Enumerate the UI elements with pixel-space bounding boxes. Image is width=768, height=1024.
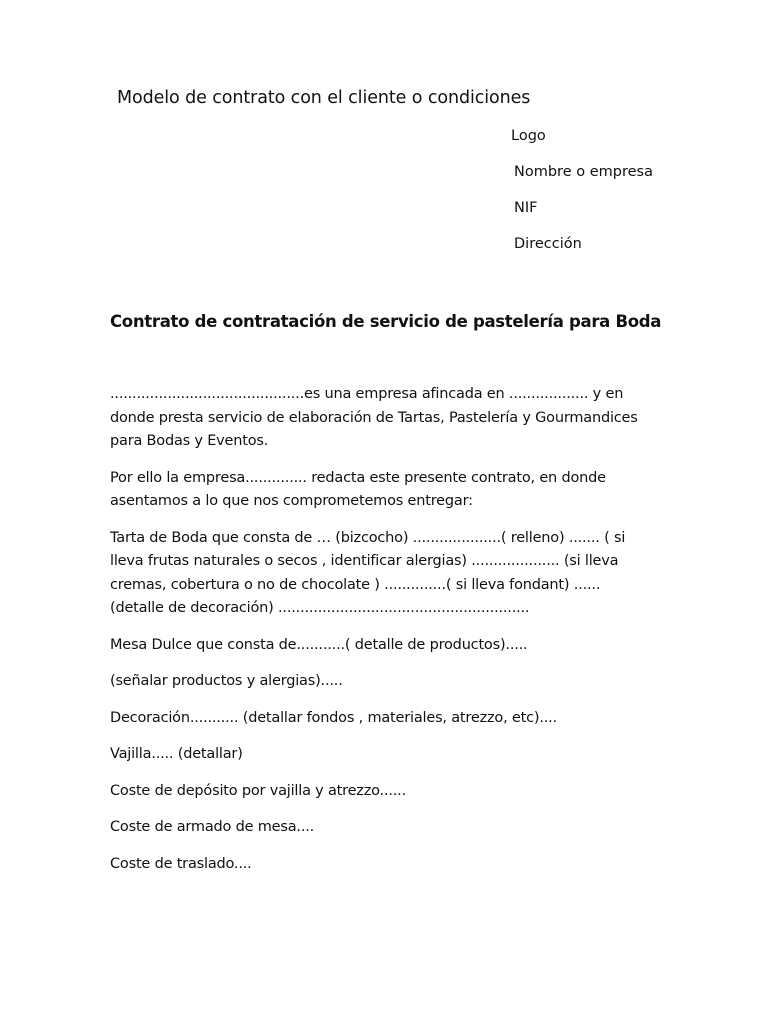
text-line: Mesa Dulce que consta de...........( detalle de productos)..... (110, 636, 528, 653)
paragraph-decoration (110, 707, 670, 731)
company-nif-field: NIF (514, 200, 538, 216)
company-address-field: Dirección (514, 236, 582, 252)
text-line: Decoración........... (detallar fondos , materiales, atrezzo, etc).... (110, 709, 557, 726)
text-line: (señalar productos y alergias)..... (110, 673, 343, 689)
text-line: para Bodas y Eventos. (110, 433, 269, 449)
contract-body (110, 383, 670, 889)
text-line: donde presta servicio de elaboración de Tartas, Pastelería y Gourmandices (110, 409, 638, 426)
text-line: asentamos a lo que nos comprometemos entregar: (110, 493, 473, 509)
text-line: Coste de depósito por vajilla y atrezzo...... (110, 782, 406, 799)
paragraph-wedding-cake (110, 527, 670, 621)
paragraph-commitment (110, 467, 670, 514)
company-logo-placeholder: Logo (511, 128, 546, 144)
text-line: (detalle de decoración) ......................................................... (110, 600, 530, 616)
paragraph-setup-cost (110, 816, 670, 840)
paragraph-deposit-cost (110, 780, 670, 804)
paragraph-intro (110, 383, 670, 454)
text-line: Coste de armado de mesa.... (110, 819, 315, 835)
paragraph-transport-cost (110, 853, 670, 877)
contract-title: Contrato de contratación de servicio de pastelería para Boda (110, 312, 662, 331)
document-heading: Modelo de contrato con el cliente o condiciones (117, 88, 531, 108)
paragraph-allergies (110, 670, 670, 694)
company-name-field: Nombre o empresa (514, 164, 653, 180)
text-line: ............................................es una empresa afincada en .................. y en (110, 386, 624, 402)
paragraph-tableware (110, 743, 670, 767)
text-line: Vajilla..... (detallar) (110, 746, 243, 762)
text-line: Por ello la empresa.............. redacta este presente contrato, en donde (110, 469, 606, 486)
paragraph-sweet-table (110, 634, 670, 658)
text-line: cremas, cobertura o no de chocolate ) ..............( si lleva fondant) ...... (110, 576, 601, 593)
text-line: lleva frutas naturales o secos , identificar alergias) .................... (si lleva (110, 553, 619, 569)
text-line: Tarta de Boda que consta de … (bizcocho) ....................( relleno) ....... ( si (110, 529, 626, 546)
text-line: Coste de traslado.... (110, 855, 252, 872)
